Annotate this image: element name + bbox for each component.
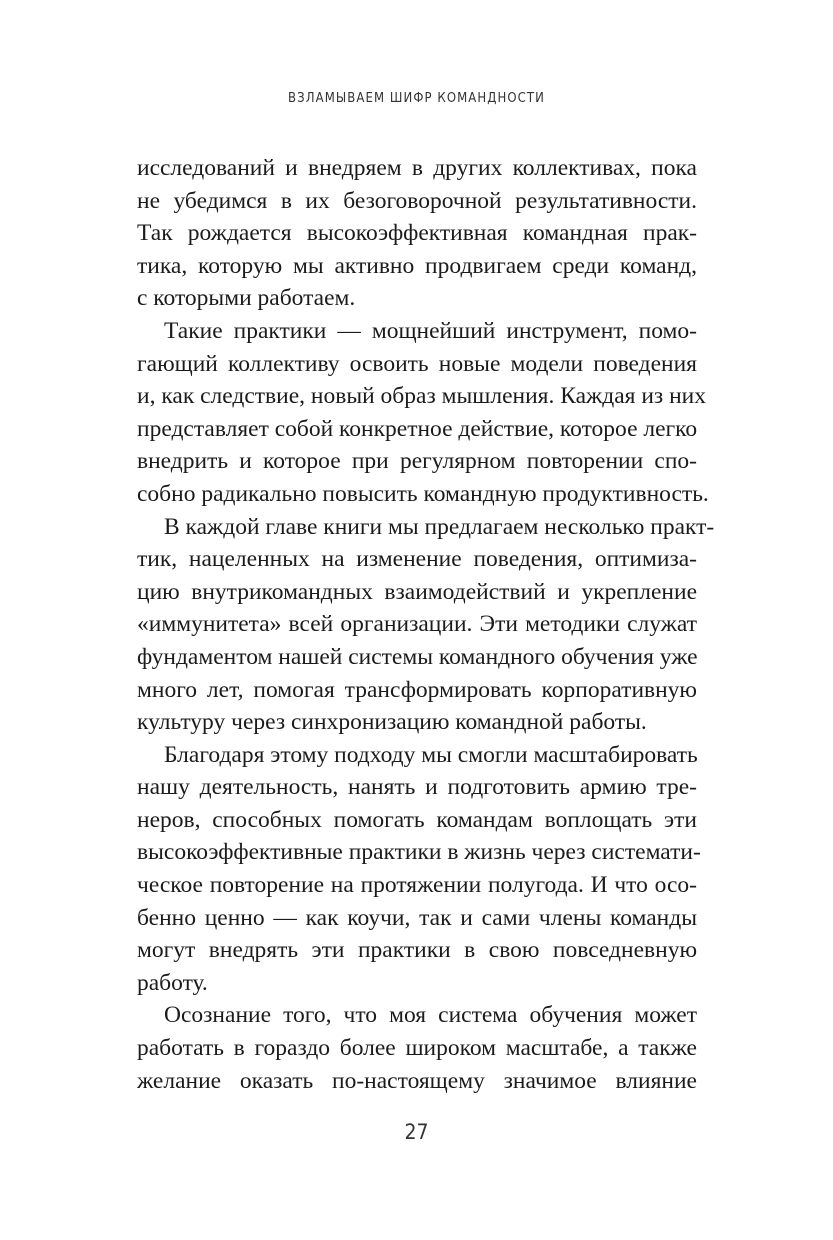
text-line: высокоэффективные практики в жизнь через системати- — [137, 839, 701, 866]
text-line: Осознание того, что моя система обучения может — [164, 1002, 697, 1029]
text-line: не убедимся в их безоговорочной результативности. — [137, 187, 697, 214]
text-line: ческое повторение на протяжении полугода. И что осо- — [137, 872, 697, 899]
text-line: В каждой главе книги мы предлагаем несколько практ- — [164, 513, 715, 540]
text-line: цию внутрикомандных взаимодействий и укрепление — [137, 578, 697, 605]
paragraph — [137, 739, 701, 1000]
running-head: ВЗЛАМЫВАЕМ ШИФР КОМАНДНОСТИ — [288, 91, 545, 106]
text-line: Так рождается высокоэффективная командная прак- — [137, 220, 697, 247]
text-line: тик, нацеленных на изменение поведения, оптимиза- — [137, 546, 697, 573]
text-line: бенно ценно — как коучи, так и сами члены команды — [137, 904, 697, 931]
text-line: могут внедрять эти практики в свою повседневную — [137, 937, 697, 964]
text-line: исследований и внедряем в других коллективах, пока — [137, 155, 697, 181]
paragraph — [137, 152, 697, 315]
text-line: культуру через синхронизацию командной работы. — [137, 709, 647, 736]
text-line: Такие практики — мощнейший инструмент, помо- — [164, 317, 697, 344]
paragraph — [137, 999, 697, 1097]
text-line: нашу деятельность, нанять и подготовить армию тре- — [137, 774, 697, 801]
text-line: внедрить и которое при регулярном повторении спо- — [137, 448, 697, 475]
text-line: с которыми работаем. — [137, 285, 356, 312]
text-line: гающий коллективу освоить новые модели поведения — [137, 350, 697, 377]
body-text — [137, 152, 715, 1097]
paragraph — [137, 511, 715, 739]
text-line: и, как следствие, новый образ мышления. Каждая из них — [137, 383, 706, 410]
text-line: желание оказать по-настоящему значимое влияние — [137, 1067, 697, 1094]
paragraph — [137, 315, 709, 511]
text-line: неров, способных помогать командам воплощать эти — [137, 806, 697, 833]
text-line: «иммунитета» всей организации. Эти методики служат — [137, 611, 697, 638]
text-line: фундаментом нашей системы командного обучения уже — [137, 643, 698, 670]
text-line: представляет собой конкретное действие, которое легко — [137, 415, 698, 442]
text-line: тика, которую мы активно продвигаем среди команд, — [137, 252, 697, 279]
page-number: 27 — [404, 1120, 429, 1144]
text-line: собно радикально повысить командную продуктивность. — [137, 480, 709, 507]
text-line: работу. — [137, 969, 208, 996]
text-line: работать в гораздо более широком масштабе, а также — [137, 1035, 697, 1062]
text-line: Благодаря этому подходу мы смогли масштабировать — [164, 741, 698, 768]
text-line: много лет, помогая трансформировать корпоративную — [137, 676, 697, 703]
